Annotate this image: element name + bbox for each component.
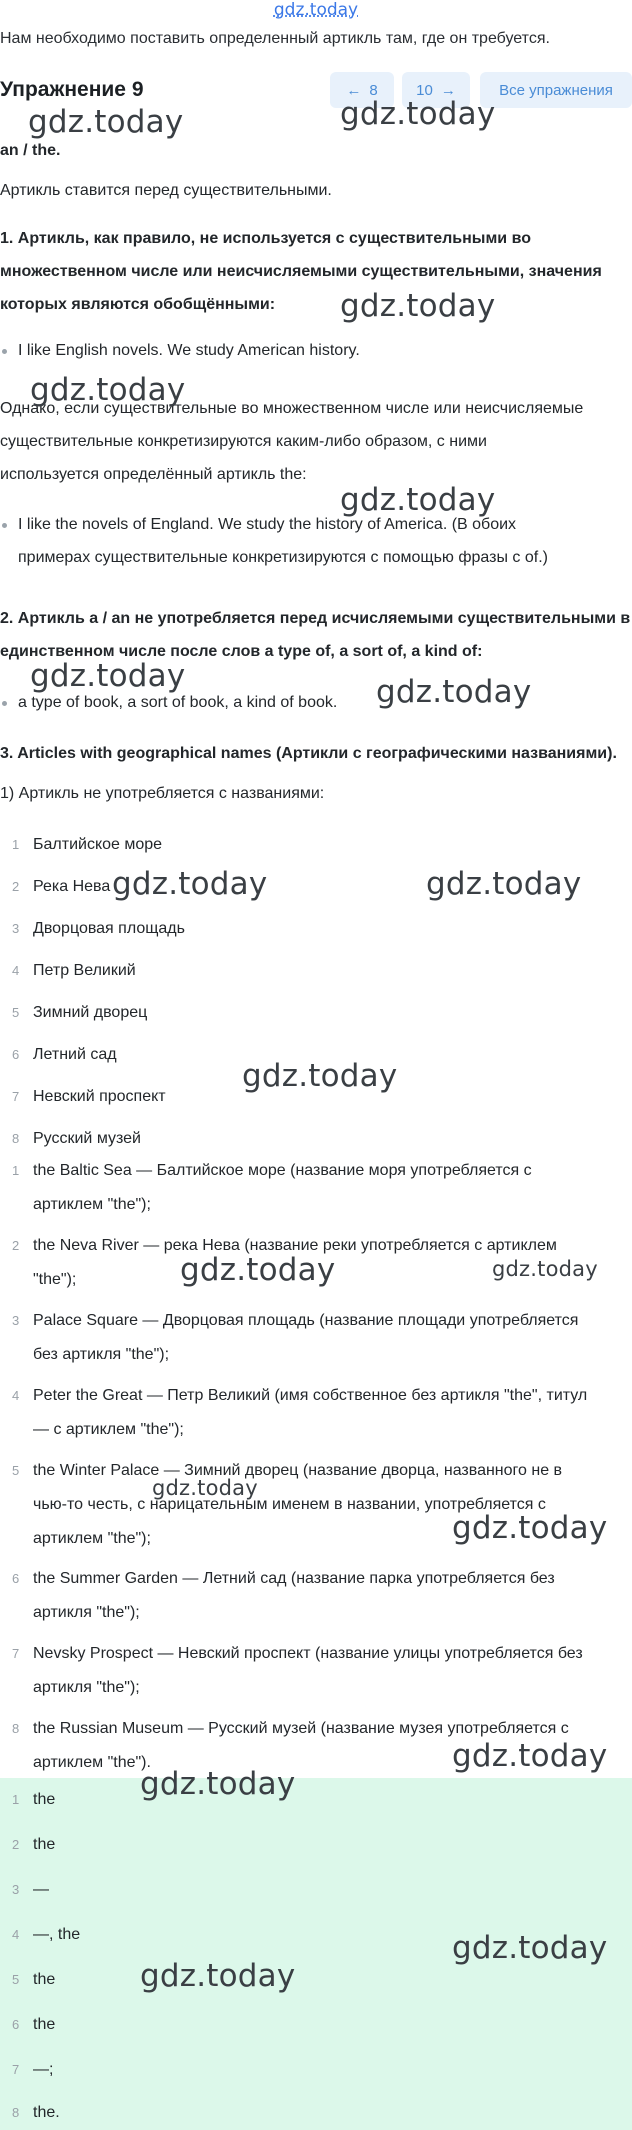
list-text: Дворцовая площадь: [33, 920, 185, 937]
answer-text: —: [33, 1881, 49, 1898]
rule-3-heading: 3. Articles with geographical names (Артикли с географическими названиями).: [0, 745, 617, 762]
list-number: 4: [12, 963, 20, 978]
list-text: Невский проспект: [33, 1088, 166, 1105]
rule-2: [0, 602, 630, 668]
answers-panel: [0, 1778, 632, 2130]
explanation-line: Nevsky Prospect — Невский проспект (название улицы употребляется без: [33, 1645, 583, 1662]
all-exercises-label: Все упражнения: [499, 81, 613, 99]
explanation-line: the Summer Garden — Летний сад (название парка употребляется без: [33, 1570, 555, 1587]
list-number: 8: [12, 1131, 20, 1146]
answer-text: —;: [33, 2061, 54, 2078]
however-line: Однако, если существительные во множественном числе или неисчисляемые: [0, 400, 584, 417]
watermark: gdz.today: [340, 96, 496, 132]
explanation-line: Palace Square — Дворцовая площадь (название площади употребляется: [33, 1312, 579, 1329]
watermark: gdz.today: [242, 1058, 398, 1094]
list-text: Река Нева: [33, 878, 111, 895]
watermark: gdz.today: [30, 372, 186, 408]
answer-text: the.: [33, 2104, 60, 2121]
rule-3-subheading: 1) Артикль не употребляется с названиями:: [0, 785, 325, 802]
answer-number: 8: [12, 2105, 20, 2120]
however-example: [18, 508, 548, 574]
rule-2-line: 2. Артикль a / an не употребляется перед исчисляемыми существительными в: [0, 610, 631, 627]
answer-number: 6: [12, 2017, 20, 2032]
answer-number: 4: [12, 1927, 20, 1942]
answer-number: 7: [12, 2062, 20, 2077]
watermark: gdz.today: [340, 288, 496, 324]
explanation-line: — с артиклем "the");: [33, 1421, 184, 1438]
explanation-line: Peter the Great — Петр Великий (имя собственное без артикля "the", титул: [33, 1387, 588, 1404]
rule-1-line: 1. Артикль, как правило, не используется с существительными во: [0, 230, 531, 247]
arrow-left-icon: ←: [346, 81, 362, 99]
list-number: 8: [12, 1721, 20, 1736]
list-number: 3: [12, 921, 20, 936]
explanation-line: чью-то честь, с нарицательным именем в названии, употребляется с: [33, 1496, 546, 1513]
watermark: gdz.today: [426, 866, 582, 902]
list-number: 3: [12, 1313, 20, 1328]
explanation-line: артиклем "the");: [33, 1196, 151, 1213]
however-line: существительные конкретизируются каким-либо образом, с ними: [0, 433, 487, 450]
watermark: gdz.today: [340, 482, 496, 518]
watermark: gdz.today: [376, 674, 532, 710]
list-number: 2: [12, 879, 20, 894]
watermark: gdz.today: [112, 866, 268, 902]
watermark: gdz.today: [452, 1930, 608, 1966]
page-title: Упражнение 9: [0, 78, 144, 101]
watermark: gdz.today: [28, 104, 184, 140]
watermark: gdz.today: [492, 1257, 598, 1281]
next-exercise-button[interactable]: [402, 72, 470, 108]
list-number: 7: [12, 1646, 20, 1661]
rule-1: [0, 222, 602, 321]
answer-text: the: [33, 1836, 56, 1853]
rule-intro: Артикль ставится перед существительными.: [0, 182, 332, 199]
explanation-line: артиклем "the").: [33, 1754, 151, 1771]
rule-2-example: a type of book, a sort of book, a kind of book.: [18, 686, 337, 719]
list-number: 4: [12, 1388, 20, 1403]
list-text: Балтийское море: [33, 836, 163, 853]
however-line: используется определённый артикль the:: [0, 466, 307, 483]
rule-1-line: множественном числе или неисчисляемыми существительными, значения: [0, 263, 602, 280]
list-number: 5: [12, 1005, 20, 1020]
watermark: gdz.today: [452, 1510, 608, 1546]
list-text: Летний сад: [33, 1046, 117, 1063]
list-number: 7: [12, 1089, 20, 1104]
however-example-line: примерах существительные конкретизируются с помощью фразы с of.): [18, 549, 548, 566]
list-number: 6: [12, 1571, 20, 1586]
watermark: gdz.today: [180, 1252, 336, 1288]
however-paragraph: [0, 392, 583, 491]
prev-exercise-button[interactable]: [330, 72, 394, 108]
list-number: 1: [12, 1163, 20, 1178]
list-number: 5: [12, 1463, 20, 1478]
watermark: gdz.today: [152, 1476, 258, 1500]
answer-number: 2: [12, 1837, 20, 1852]
watermark: gdz.today: [140, 1766, 296, 1802]
list-text: Русский музей: [33, 1130, 141, 1147]
watermark: gdz.today: [452, 1738, 608, 1774]
watermark: gdz.today: [140, 1958, 296, 1994]
explanation-line: без артикля "the");: [33, 1346, 170, 1363]
rule-1-example: I like English novels. We study American history.: [18, 334, 360, 367]
an-the-label: an / the.: [0, 142, 61, 159]
list-number: 2: [12, 1238, 20, 1253]
next-exercise-label: 10: [416, 81, 433, 99]
rule-2-line: единственном числе после слов a type of, a sort of, a kind of:: [0, 643, 483, 660]
answer-text: the: [33, 1791, 56, 1808]
answer-text: the: [33, 1971, 56, 1988]
explanation-line: артикля "the");: [33, 1604, 140, 1621]
list-text: Зимний дворец: [33, 1004, 148, 1021]
answer-text: the: [33, 2016, 56, 2033]
explanation-line: "the");: [33, 1271, 77, 1288]
list-number: 1: [12, 837, 20, 852]
answer-text: —, the: [33, 1926, 81, 1943]
rule-1-line: которых являются обобщёнными:: [0, 296, 276, 313]
however-example-line: I like the novels of England. We study the history of America. (В обоих: [18, 516, 517, 533]
arrow-right-icon: →: [440, 81, 456, 99]
list-text: Петр Великий: [33, 962, 136, 979]
explanation-line: артиклем "the");: [33, 1530, 151, 1547]
list-number: 6: [12, 1047, 20, 1062]
explanation-line: the Winter Palace — Зимний дворец (название дворца, названного не в: [33, 1462, 563, 1479]
explanation-line: the Baltic Sea — Балтийское море (название моря употребляется с: [33, 1162, 532, 1179]
answer-number: 5: [12, 1972, 20, 1987]
prev-exercise-label: 8: [369, 81, 378, 99]
explanation-line: the Neva River — река Нева (название реки употребляется с артиклем: [33, 1237, 557, 1254]
answer-number: 1: [12, 1792, 20, 1807]
answer-number: 3: [12, 1882, 20, 1897]
explanation-line: артикля "the");: [33, 1679, 140, 1696]
all-exercises-button[interactable]: [480, 72, 632, 108]
site-logo[interactable]: gdz.today: [273, 0, 359, 20]
intro-text: Нам необходимо поставить определенный артикль там, где он требуется.: [0, 30, 550, 47]
explanation-line: the Russian Museum — Русский музей (название музея употребляется с: [33, 1720, 569, 1737]
watermark: gdz.today: [30, 658, 186, 694]
